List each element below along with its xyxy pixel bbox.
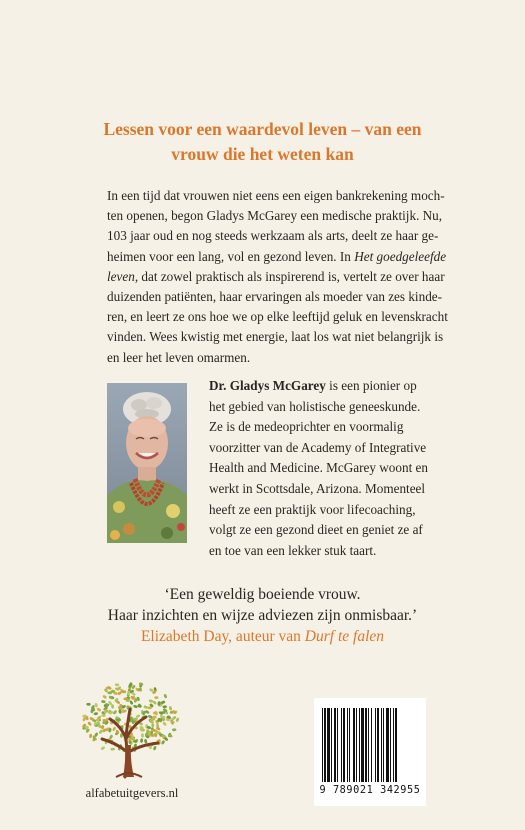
bio-line: heeft ze een praktijk voor lifecoaching,	[209, 501, 416, 517]
publisher-url[interactable]: alfabetuitgevers.nl	[85, 786, 179, 800]
bio-line	[209, 376, 429, 397]
book-title-italic: leven	[107, 268, 135, 284]
bio-line: voorzitter van de Academy of Integrative	[209, 439, 427, 455]
quote-attribution	[60, 626, 465, 647]
book-description	[107, 186, 448, 368]
author-photo	[107, 383, 187, 543]
description-line: 103 jaar oud en nog steeds werkzaam als arts, deelt ze haar ge-	[107, 228, 439, 244]
description-text: heimen voor een lang, vol en gezond leven. In	[107, 248, 351, 264]
quote-line-1: ‘Een geweldig boeiende vrouw.	[164, 586, 361, 603]
description-line: en leer het leven omarmen.	[107, 349, 251, 365]
bio-line: werkt in Scottsdale, Arizona. Momenteel	[209, 480, 426, 496]
description-line: duizenden patiënten, haar ervaringen als moeder van zes kinde-	[107, 289, 443, 305]
bio-line: en toe van een lekker stuk taart.	[209, 542, 377, 558]
description-line: In een tijd dat vrouwen niet eens een eigen bankrekening moch-	[107, 188, 445, 203]
isbn-barcode	[314, 698, 426, 806]
description-line: vinden. Wees kwistig met energie, laat los wat niet belangrijk is	[107, 329, 444, 345]
bio-line: Health and Medicine. McGarey woont en	[209, 460, 428, 476]
endorsement-quote	[60, 584, 465, 647]
description-line	[107, 267, 445, 287]
attribution-book-title: Durf te falen	[304, 628, 385, 645]
bio-line: het gebied van holistische geneeskunde.	[209, 398, 421, 414]
bio-text: is een pionier op	[325, 378, 417, 393]
book-title-italic: Het goedgeleefde	[354, 248, 447, 264]
headline-line-1: Lessen voor een waardevol leven – van een	[103, 119, 422, 139]
bio-line: Ze is de medeoprichter en voormalig	[209, 419, 404, 435]
author-bio	[209, 376, 429, 561]
isbn-number: 9 789021 342955	[319, 785, 421, 796]
barcode-bars	[320, 708, 420, 784]
attribution-text: Elizabeth Day, auteur van	[140, 628, 305, 645]
bio-line: volgt ze een gezond dieet en geniet ze af	[209, 522, 423, 538]
description-text: , dat zowel praktisch als inspirerend is, vertelt ze over haar	[134, 268, 445, 284]
back-cover-headline	[60, 117, 465, 167]
description-line: ren, en leert ze ons hoe we op elke leeftijd geluk en levenskracht	[107, 309, 448, 325]
quote-line-2: Haar inzichten en wijze adviezen zijn onmisbaar.’	[107, 607, 418, 624]
description-line: ten openen, begon Gladys McGarey een medische praktijk. Nu,	[107, 208, 443, 224]
author-name: Dr. Gladys McGarey	[209, 378, 326, 393]
publisher-tree-logo	[76, 673, 186, 783]
headline-line-2: vrouw die het weten kan	[171, 144, 354, 164]
description-line	[107, 247, 447, 267]
